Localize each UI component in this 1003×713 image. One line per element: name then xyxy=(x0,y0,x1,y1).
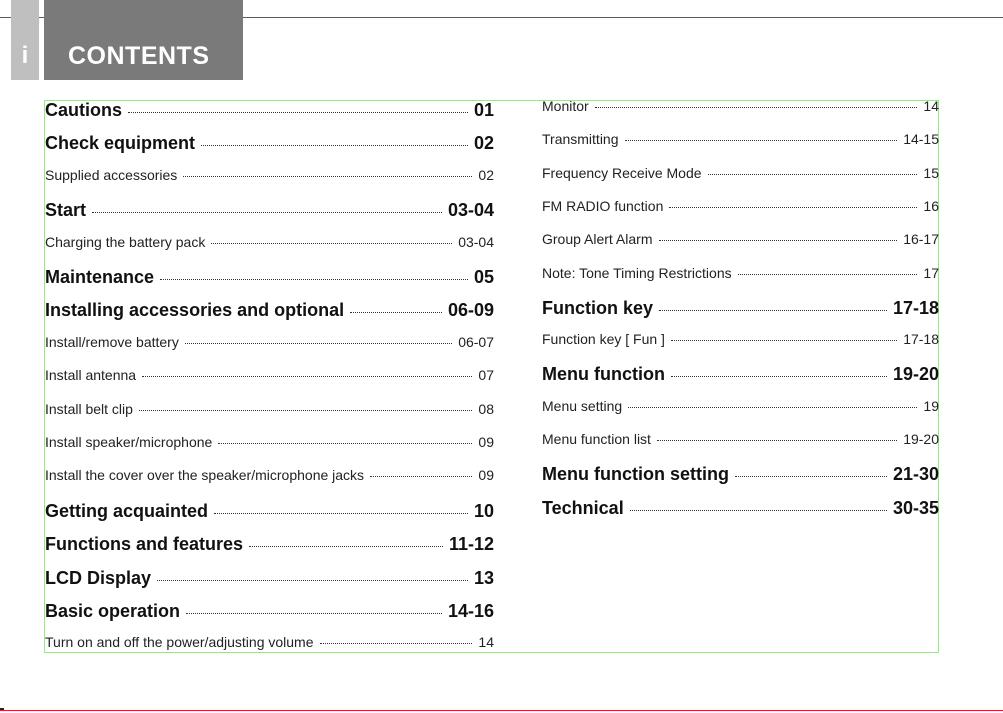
toc-entry[interactable] xyxy=(542,231,939,247)
toc-entry[interactable] xyxy=(45,434,494,450)
toc-entry-title: Install the cover over the speaker/microphone jacks xyxy=(45,467,365,484)
toc-entry-page: 17-18 xyxy=(903,331,939,348)
toc-entry-title: LCD Display xyxy=(45,567,152,588)
dot-leader xyxy=(160,279,468,280)
dot-leader xyxy=(595,107,918,108)
toc-entry-title: Turn on and off the power/adjusting volume xyxy=(45,634,314,651)
toc-entry-title: Install speaker/microphone xyxy=(45,434,213,450)
toc-entry[interactable] xyxy=(45,200,494,221)
toc-entry[interactable] xyxy=(45,601,494,622)
dot-leader xyxy=(157,580,468,581)
toc-entry-page: 17 xyxy=(923,264,939,281)
dot-leader xyxy=(669,207,917,208)
toc-entry[interactable] xyxy=(45,467,494,483)
page-title: CONTENTS xyxy=(68,42,210,70)
toc-entry-title: Charging the battery pack xyxy=(45,233,206,250)
toc-entry-title: Menu function setting xyxy=(542,464,729,485)
dot-leader xyxy=(185,343,452,344)
toc-entry-page: 19-20 xyxy=(892,364,939,385)
dot-leader xyxy=(320,643,473,644)
toc-entry-page: 16 xyxy=(923,197,939,214)
toc-entry-page: 14-15 xyxy=(903,131,939,148)
dot-leader xyxy=(92,212,442,213)
toc-entry[interactable] xyxy=(45,334,494,350)
toc-entry-title: Menu function list xyxy=(542,431,651,447)
toc-entry-page: 09 xyxy=(478,434,494,450)
toc-entry-page: 14 xyxy=(923,98,939,114)
dot-leader xyxy=(659,310,887,311)
dot-leader xyxy=(370,476,472,477)
dot-leader xyxy=(142,376,472,377)
toc-entry[interactable] xyxy=(542,131,939,147)
dot-leader xyxy=(214,513,468,514)
dot-leader xyxy=(625,140,898,141)
dot-leader xyxy=(708,174,918,175)
toc-entry-page: 11-12 xyxy=(448,534,494,555)
toc-entry-title: Group Alert Alarm xyxy=(542,231,653,248)
toc-entry[interactable] xyxy=(542,398,939,414)
toc-entry[interactable] xyxy=(45,401,494,417)
toc-entry-page: 07 xyxy=(478,367,494,384)
dot-leader xyxy=(183,176,472,177)
toc-entry[interactable] xyxy=(542,464,939,485)
toc-entry-page: 03-04 xyxy=(458,233,494,250)
toc-entry-page: 03-04 xyxy=(447,200,494,221)
toc-entry[interactable] xyxy=(45,133,494,154)
bottom-rule xyxy=(0,710,1003,711)
dot-leader xyxy=(735,476,887,477)
toc-entry-title: Check equipment xyxy=(45,133,196,154)
dot-leader xyxy=(671,340,897,341)
toc-entry-title: Maintenance xyxy=(45,267,155,287)
dot-leader xyxy=(139,410,472,411)
toc-entry-page: 19 xyxy=(923,397,939,414)
dot-leader xyxy=(128,112,468,113)
toc-entry-page: 01 xyxy=(473,100,494,120)
toc-entry[interactable] xyxy=(45,100,494,121)
toc-entry[interactable] xyxy=(45,634,494,650)
toc-entry[interactable] xyxy=(542,165,939,181)
toc-entry-page: 14-16 xyxy=(447,601,494,621)
toc-entry-page: 02 xyxy=(473,133,494,154)
toc-entry[interactable] xyxy=(45,167,494,183)
toc-entry-title: Basic operation xyxy=(45,601,181,621)
toc-entry-page: 30-35 xyxy=(892,497,939,518)
toc-entry-title: Install/remove battery xyxy=(45,333,179,350)
toc-entry-page: 17-18 xyxy=(892,297,939,318)
dot-leader xyxy=(628,407,917,408)
toc-entry[interactable] xyxy=(45,534,494,555)
dot-leader xyxy=(659,240,898,241)
toc-entry-title: Monitor xyxy=(542,98,589,114)
toc-entry[interactable] xyxy=(542,98,939,114)
toc-entry-title: Function key [ Fun ] xyxy=(542,331,665,348)
toc-entry-page: 02 xyxy=(478,166,494,183)
toc-entry-title: FM RADIO function xyxy=(542,197,664,214)
toc-entry-title: Start xyxy=(45,200,87,221)
toc-entry[interactable] xyxy=(45,300,494,321)
toc-entry-page: 06-09 xyxy=(447,300,494,321)
toc-entry-title: Supplied accessories xyxy=(45,166,178,183)
dot-leader xyxy=(350,312,442,313)
toc-entry[interactable] xyxy=(542,265,939,281)
dot-leader xyxy=(249,546,443,547)
toc-entry[interactable] xyxy=(45,501,494,522)
toc-entry-page: 15 xyxy=(923,164,939,181)
toc-entry-title: Technical xyxy=(542,497,624,518)
toc-entry[interactable] xyxy=(542,431,939,447)
dot-leader xyxy=(186,613,442,614)
toc-entry[interactable] xyxy=(542,364,939,385)
toc-entry-page: 13 xyxy=(473,567,494,588)
toc-entry-page: 21-30 xyxy=(892,464,939,485)
toc-entry[interactable] xyxy=(542,331,939,347)
toc-entry[interactable] xyxy=(542,198,939,214)
toc-entry-title: Transmitting xyxy=(542,131,619,148)
toc-entry-title: Install antenna xyxy=(45,367,137,384)
toc-entry-title: Installing accessories and optional xyxy=(45,300,345,321)
toc-entry-page: 16-17 xyxy=(903,231,939,248)
toc-entry[interactable] xyxy=(542,298,939,319)
dot-leader xyxy=(630,510,887,511)
toc-entry-title: Getting acquainted xyxy=(45,500,209,521)
bottom-mark xyxy=(0,708,4,710)
toc-entry-page: 05 xyxy=(473,267,494,287)
toc-entry[interactable] xyxy=(45,367,494,383)
toc-entry-title: Functions and features xyxy=(45,534,244,555)
dot-leader xyxy=(671,376,887,377)
toc-entry-page: 06-07 xyxy=(458,333,494,350)
toc-entry-page: 10 xyxy=(473,500,494,521)
toc-entry-title: Frequency Receive Mode xyxy=(542,164,702,181)
toc-entry-page: 14 xyxy=(478,634,494,651)
toc-entry[interactable] xyxy=(45,267,494,288)
toc-entry-title: Cautions xyxy=(45,100,123,120)
dot-leader xyxy=(201,145,468,146)
toc-entry[interactable] xyxy=(45,568,494,589)
toc-entry-page: 08 xyxy=(478,400,494,417)
toc-entry-title: Menu function xyxy=(542,364,665,385)
dot-leader xyxy=(218,443,472,444)
toc-entry-page: 19-20 xyxy=(903,431,939,447)
toc-entry-title: Function key xyxy=(542,297,654,318)
toc-entry[interactable] xyxy=(45,234,494,250)
toc-entry-page: 09 xyxy=(478,467,494,484)
toc-entry[interactable] xyxy=(542,498,939,519)
toc-entry-title: Install belt clip xyxy=(45,400,133,417)
section-tab-marker: i xyxy=(11,0,39,80)
dot-leader xyxy=(657,440,897,441)
toc-entry-title: Note: Tone Timing Restrictions xyxy=(542,264,732,281)
dot-leader xyxy=(211,243,452,244)
dot-leader xyxy=(738,274,918,275)
toc-entry-title: Menu setting xyxy=(542,397,623,414)
